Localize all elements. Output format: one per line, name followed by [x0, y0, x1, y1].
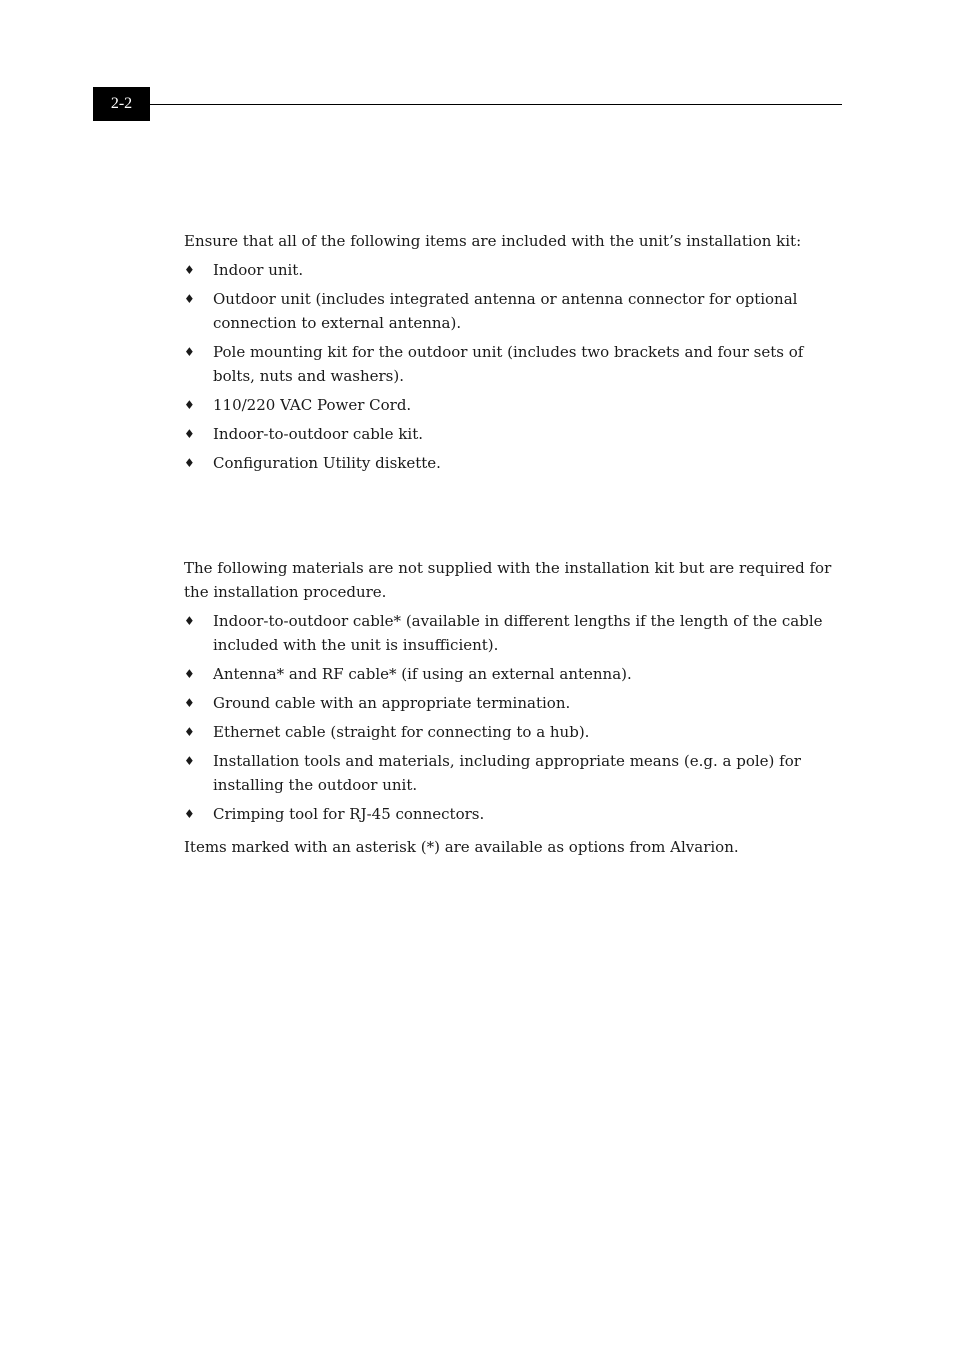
list-item-text: Indoor-to-outdoor cable kit.: [213, 425, 424, 443]
list-item-text: Pole mounting kit for the outdoor unit (includes two brackets and four sets of bolts, nuts and washers).: [213, 343, 804, 385]
installation-kit-section: [184, 229, 839, 480]
diamond-bullet-icon: ♦: [184, 614, 195, 628]
diamond-bullet-icon: ♦: [184, 427, 195, 441]
list-item-text: Configuration Utility diskette.: [213, 454, 441, 472]
list-item-text: Indoor-to-outdoor cable* (available in different lengths if the length of the cable included with the unit is insufficient).: [213, 612, 823, 654]
list-item: [184, 749, 839, 797]
page-number: 2-2: [93, 87, 150, 121]
diamond-bullet-icon: ♦: [184, 754, 195, 768]
diamond-bullet-icon: ♦: [184, 725, 195, 739]
list-item: [184, 720, 839, 744]
asterisk-note: Items marked with an asterisk (*) are available as options from Alvarion.: [184, 838, 739, 856]
list-item: [184, 340, 839, 388]
diamond-bullet-icon: ♦: [184, 456, 195, 470]
list-item: [184, 287, 839, 335]
diamond-bullet-icon: ♦: [184, 696, 195, 710]
diamond-bullet-icon: ♦: [184, 292, 195, 306]
list-item-text: Indoor unit.: [213, 261, 304, 279]
list-item-text: 110/220 VAC Power Cord.: [213, 396, 412, 414]
list-item-text: Outdoor unit (includes integrated antenna or antenna connector for optional connection to external antenna).: [213, 290, 798, 332]
list-item-text: Ground cable with an appropriate termination.: [213, 694, 571, 712]
list-item-text: Crimping tool for RJ-45 connectors.: [213, 805, 485, 823]
list-item: [184, 258, 839, 282]
kit-intro: Ensure that all of the following items are included with the unit’s installation kit:: [184, 232, 802, 250]
list-item: [184, 609, 839, 657]
additional-materials-section: [184, 556, 839, 859]
list-item: [184, 802, 839, 826]
materials-items-list: [184, 609, 839, 826]
list-item-text: Installation tools and materials, including appropriate means (e.g. a pole) for installing the outdoor unit.: [213, 752, 801, 794]
kit-items-list: [184, 258, 839, 475]
diamond-bullet-icon: ♦: [184, 263, 195, 277]
materials-intro: The following materials are not supplied with the installation kit but are required for the installation procedure.: [184, 559, 832, 601]
diamond-bullet-icon: ♦: [184, 667, 195, 681]
diamond-bullet-icon: ♦: [184, 807, 195, 821]
list-item: [184, 422, 839, 446]
list-item: [184, 393, 839, 417]
list-item: [184, 662, 839, 686]
header-rule: [150, 104, 842, 105]
list-item-text: Ethernet cable (straight for connecting to a hub).: [213, 723, 590, 741]
diamond-bullet-icon: ♦: [184, 345, 195, 359]
list-item: [184, 691, 839, 715]
diamond-bullet-icon: ♦: [184, 398, 195, 412]
list-item-text: Antenna* and RF cable* (if using an external antenna).: [213, 665, 632, 683]
list-item: [184, 451, 839, 475]
